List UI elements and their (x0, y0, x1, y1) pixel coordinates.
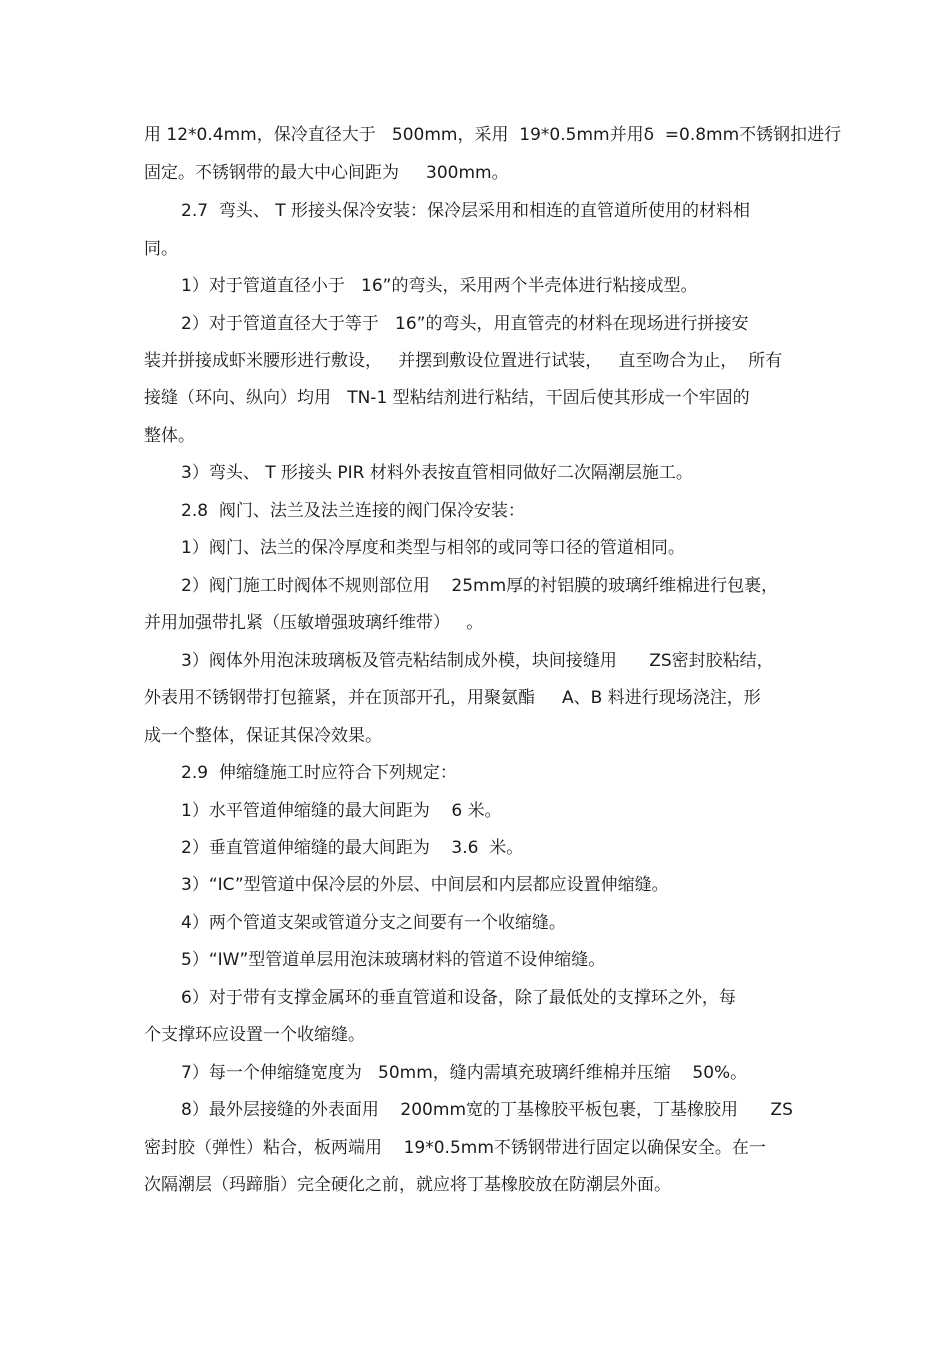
list-item: 3）弯头、 T 形接头 PIR 材料外表按直管相同做好二次隔潮层施工。 (181, 463, 693, 483)
text-line: 整体。 (144, 426, 195, 446)
list-item: 2）对于管道直径大于等于 16”的弯头，用直管壳的材料在现场进行拼接安 (181, 314, 749, 334)
text-line: 外表用不锈钢带打包箍紧，并在顶部开孔，用聚氨酯 A、B 料进行现场浇注，形 (144, 688, 761, 708)
list-item: 1）水平管道伸缩缝的最大间距为 6 米。 (181, 801, 502, 821)
text-line: 接缝（环向、纵向）均用 TN-1 型粘结剂进行粘结，干固后使其形成一个牢固的 (144, 388, 750, 408)
section-heading: 2.7 弯头、 T 形接头保冷安装：保冷层采用和相连的直管道所使用的材料相 (181, 201, 751, 221)
section-heading: 2.8 阀门、法兰及法兰连接的阀门保冷安装： (181, 501, 525, 521)
text-line: 用 12*0.4mm，保冷直径大于 500mm，采用 19*0.5mm并用δ =0.8mm不锈钢扣进行 (144, 125, 842, 145)
list-item: 7）每一个伸缩缝宽度为 50mm，缝内需填充玻璃纤维棉并压缩 50%。 (181, 1063, 748, 1083)
text-line: 个支撑环应设置一个收缩缝。 (144, 1025, 365, 1045)
text-line: 固定。不锈钢带的最大中心间距为 300mm。 (144, 163, 509, 183)
list-item: 6）对于带有支撑金属环的垂直管道和设备，除了最低处的支撑环之外，每 (181, 988, 736, 1008)
text-line: 密封胶（弹性）粘合，板两端用 19*0.5mm不锈钢带进行固定以确保安全。在一 (144, 1138, 766, 1158)
list-item: 4）两个管道支架或管道分支之间要有一个收缩缝。 (181, 913, 566, 933)
text-line: 成一个整体，保证其保冷效果。 (144, 726, 382, 746)
section-heading: 2.9 伸缩缝施工时应符合下列规定： (181, 763, 457, 783)
list-item: 1）阀门、法兰的保冷厚度和类型与相邻的或同等口径的管道相同。 (181, 538, 685, 558)
list-item: 1）对于管道直径小于 16”的弯头，采用两个半壳体进行粘接成型。 (181, 276, 698, 296)
list-item: 2）阀门施工时阀体不规则部位用 25mm厚的衬铝膜的玻璃纤维棉进行包裹， (181, 576, 779, 596)
list-item: 8）最外层接缝的外表面用 200mm宽的丁基橡胶平板包裹，丁基橡胶用 ZS (181, 1100, 793, 1120)
list-item: 5）“IW”型管道单层用泡沫玻璃材料的管道不设伸缩缝。 (181, 950, 606, 970)
list-item: 3）阀体外用泡沫玻璃板及管壳粘结制成外模，块间接缝用 ZS密封胶粘结， (181, 651, 774, 671)
list-item: 2）垂直管道伸缩缝的最大间距为 3.6 米。 (181, 838, 524, 858)
text-line: 并用加强带扎紧（压敏增强玻璃纤维带） 。 (144, 613, 484, 633)
text-line: 次隔潮层（玛蹄脂）完全硬化之前，就应将丁基橡胶放在防潮层外面。 (144, 1175, 671, 1195)
text-line: 装并拼接成虾米腰形进行敷设， 并摆到敷设位置进行试装， 直至吻合为止， 所有 (144, 351, 783, 371)
text-line: 同。 (144, 239, 178, 259)
list-item: 3）“IC”型管道中保冷层的外层、中间层和内层都应设置伸缩缝。 (181, 875, 669, 895)
